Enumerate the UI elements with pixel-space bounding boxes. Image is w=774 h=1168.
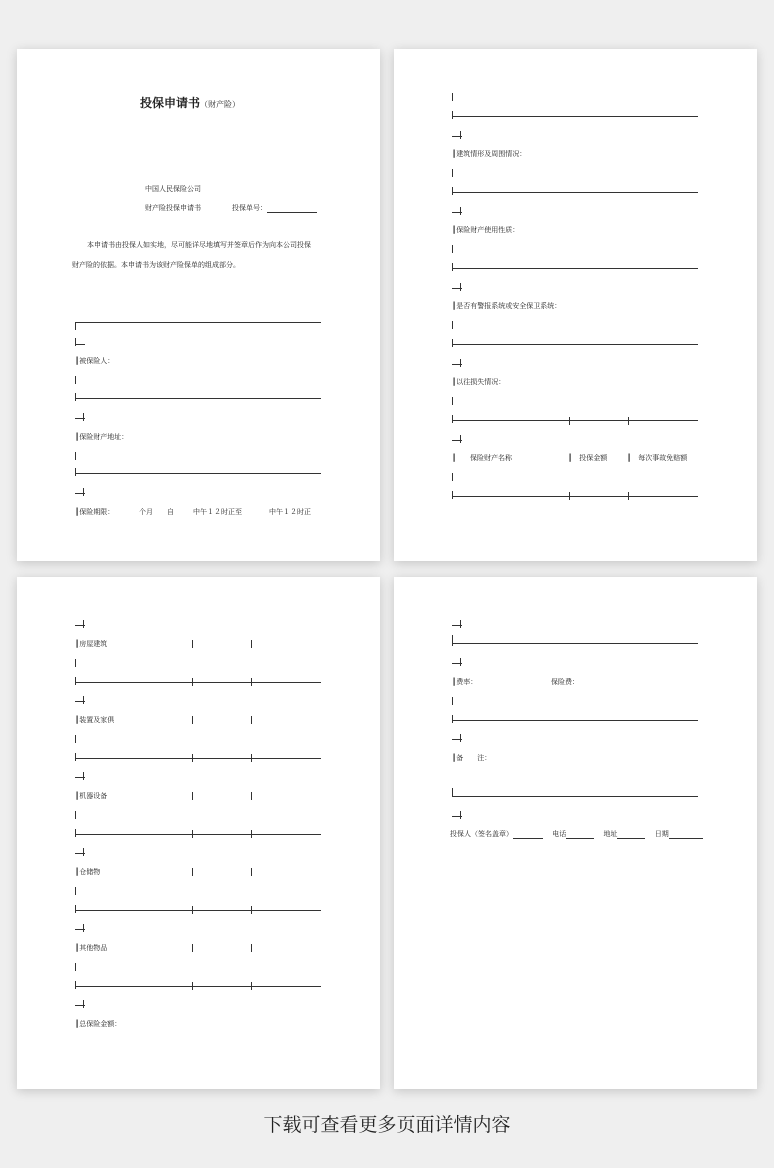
insured-label: ┃被保险人： (75, 357, 115, 365)
table-border (460, 435, 461, 443)
period-from: 自 (167, 508, 174, 516)
table-border (83, 696, 84, 704)
address-sign-label: 地址 (603, 830, 618, 838)
table-border (452, 245, 453, 253)
table-border (452, 415, 453, 423)
table-border (75, 811, 76, 819)
intro-line-1: 本申请书由投保人如实地，尽可能详尽地填写并签章后作为向本公司投保 (87, 241, 311, 249)
table-border (251, 678, 252, 686)
table-border (75, 829, 76, 837)
table-border (251, 716, 252, 724)
document-title: 投保申请书（财产险） (140, 96, 241, 110)
col-deductible-header: ┃ 每次事故免赔额 (627, 454, 688, 462)
download-more-text: 下载可查看更多页面详情内容 (263, 1114, 511, 1136)
row-storage: ┃仓储物 (75, 868, 101, 876)
table-border (83, 772, 84, 780)
period-label: ┃保险期限： (75, 508, 115, 516)
col-amount-header: ┃ 投保金额 (568, 454, 608, 462)
table-border (460, 811, 461, 819)
company-name: 中国人民保险公司 (145, 185, 201, 193)
table-border (75, 468, 76, 476)
phone-label: 电话 (552, 830, 567, 838)
table-border (452, 339, 453, 347)
intro-line-2: 财产险的依据。本申请书为该财产险保单的组成部分。 (72, 261, 240, 269)
table-border (452, 192, 698, 193)
row-fixtures: ┃装置及家俱 (75, 716, 115, 724)
table-border (452, 169, 453, 177)
table-border (452, 187, 453, 195)
table-border (192, 754, 193, 762)
table-border (75, 677, 76, 685)
table-border (452, 643, 698, 644)
table-border (75, 682, 321, 683)
table-border (75, 659, 76, 667)
table-border (452, 491, 453, 499)
usage-label: ┃保险财产使用性质： (452, 226, 520, 234)
table-border (192, 716, 193, 724)
table-border (75, 322, 321, 323)
row-other: ┃其他物品 (75, 944, 108, 952)
premium-label: 保险费： (551, 678, 579, 686)
table-border (75, 758, 321, 759)
table-border (75, 393, 76, 401)
table-border (452, 796, 698, 797)
table-border (192, 906, 193, 914)
table-border (452, 116, 698, 117)
table-border (75, 376, 76, 384)
table-border (460, 734, 461, 742)
row-machinery: ┃机器设备 (75, 792, 108, 800)
document-page-4 (394, 577, 757, 1089)
table-border (83, 848, 84, 856)
table-border (192, 868, 193, 876)
table-border (192, 830, 193, 838)
table-border (452, 420, 698, 421)
signature-row (450, 830, 703, 839)
table-border (75, 905, 76, 913)
table-border (460, 359, 461, 367)
table-border (192, 792, 193, 800)
document-page-1 (17, 49, 380, 561)
table-border (452, 473, 453, 481)
table-border (452, 397, 453, 405)
table-border (75, 834, 321, 835)
document-page-3 (17, 577, 380, 1089)
table-border (83, 620, 84, 628)
table-border (251, 944, 252, 952)
building-label: ┃建筑情形及周围情况： (452, 150, 527, 158)
period-noon-start: 中午１２时正至 (193, 508, 242, 516)
alarm-label: ┃是否有警报系统或安全保卫系统： (452, 302, 562, 310)
table-border (452, 111, 453, 119)
table-border (452, 268, 698, 269)
table-border (569, 492, 570, 500)
date-label: 日期 (654, 830, 669, 838)
table-border (75, 338, 76, 346)
table-border (452, 697, 453, 705)
table-border (75, 981, 76, 989)
table-border (251, 982, 252, 990)
table-border (452, 496, 698, 497)
table-border (75, 322, 76, 330)
table-border (75, 986, 321, 987)
table-border (192, 640, 193, 648)
total-amount-label: ┃总保险金额： (75, 1020, 122, 1028)
table-border (75, 887, 76, 895)
table-border (452, 720, 698, 721)
table-border (460, 131, 461, 139)
table-border (251, 868, 252, 876)
table-border (83, 1000, 84, 1008)
table-border (452, 715, 453, 723)
form-name: 财产险投保申请书 (145, 204, 201, 212)
table-border (192, 944, 193, 952)
col-header-row: ┃ (452, 454, 457, 462)
table-border (628, 492, 629, 500)
table-border (460, 283, 461, 291)
table-border (75, 735, 76, 743)
table-border (452, 344, 698, 345)
table-border (192, 982, 193, 990)
table-border (251, 754, 252, 762)
table-border (75, 473, 321, 474)
table-border (75, 963, 76, 971)
table-border (75, 398, 321, 399)
table-border (251, 640, 252, 648)
table-border (460, 620, 461, 628)
period-month: 个月 (139, 508, 153, 516)
table-border (452, 321, 453, 329)
applicant-label: 投保人（签名盖章） (450, 830, 513, 838)
table-border (75, 753, 76, 761)
period-noon-end: 中午１２时正 (269, 508, 311, 516)
address-label: ┃保险财产地址： (75, 433, 129, 441)
loss-label: ┃以往损失情况： (452, 378, 506, 386)
table-border (569, 417, 570, 425)
table-border (452, 788, 453, 796)
table-border (452, 263, 453, 271)
document-page-2 (394, 49, 757, 561)
table-border (251, 830, 252, 838)
policy-no-field: 投保单号： (232, 204, 317, 213)
table-border (251, 792, 252, 800)
table-border (460, 658, 461, 666)
rate-label: ┃费率： (452, 678, 478, 686)
table-border (251, 906, 252, 914)
table-border (83, 413, 84, 421)
row-building: ┃房屋建筑 (75, 640, 108, 648)
table-border (460, 207, 461, 215)
remarks-label: ┃备 注： (452, 754, 492, 762)
table-border (75, 344, 85, 345)
table-border (75, 910, 321, 911)
table-border (452, 93, 453, 101)
table-border (452, 638, 453, 646)
table-border (83, 924, 84, 932)
table-border (75, 452, 76, 460)
col-name-header: 保险财产名称 (470, 454, 512, 462)
table-border (628, 417, 629, 425)
table-border (83, 488, 84, 496)
table-border (192, 678, 193, 686)
